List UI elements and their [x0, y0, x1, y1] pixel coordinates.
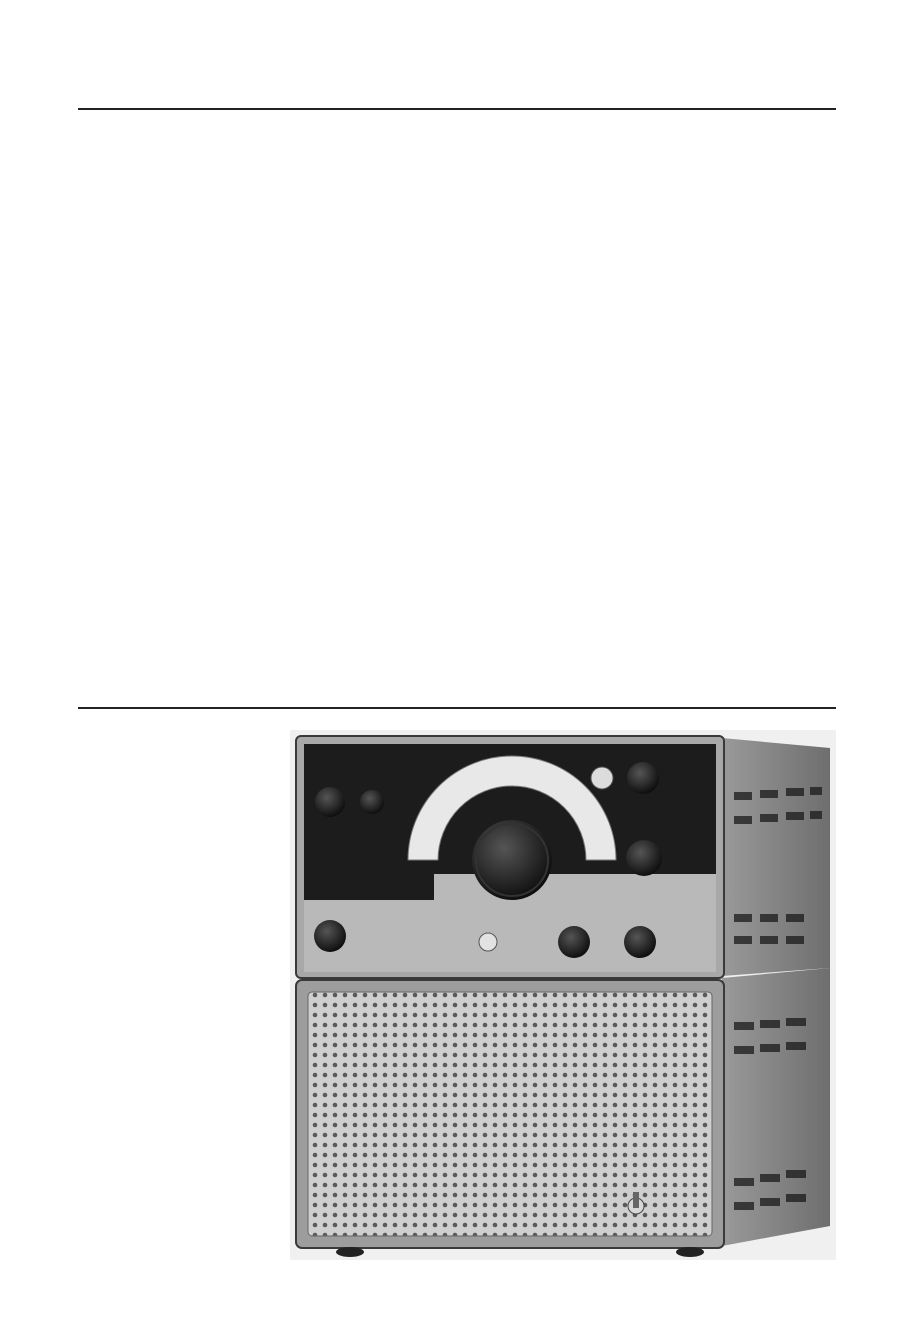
header-rule [78, 108, 836, 110]
figure-rule [78, 707, 836, 709]
left-column [78, 132, 439, 136]
right-column [474, 136, 836, 297]
running-header [78, 66, 836, 110]
transceiver-unit [296, 736, 830, 978]
figure-caption [108, 843, 278, 850]
power-supply-photo [290, 730, 836, 1260]
speaker-cabinet [296, 968, 830, 1257]
power-supply-paragraph [474, 150, 836, 171]
section-heading-27-5 [474, 197, 836, 285]
